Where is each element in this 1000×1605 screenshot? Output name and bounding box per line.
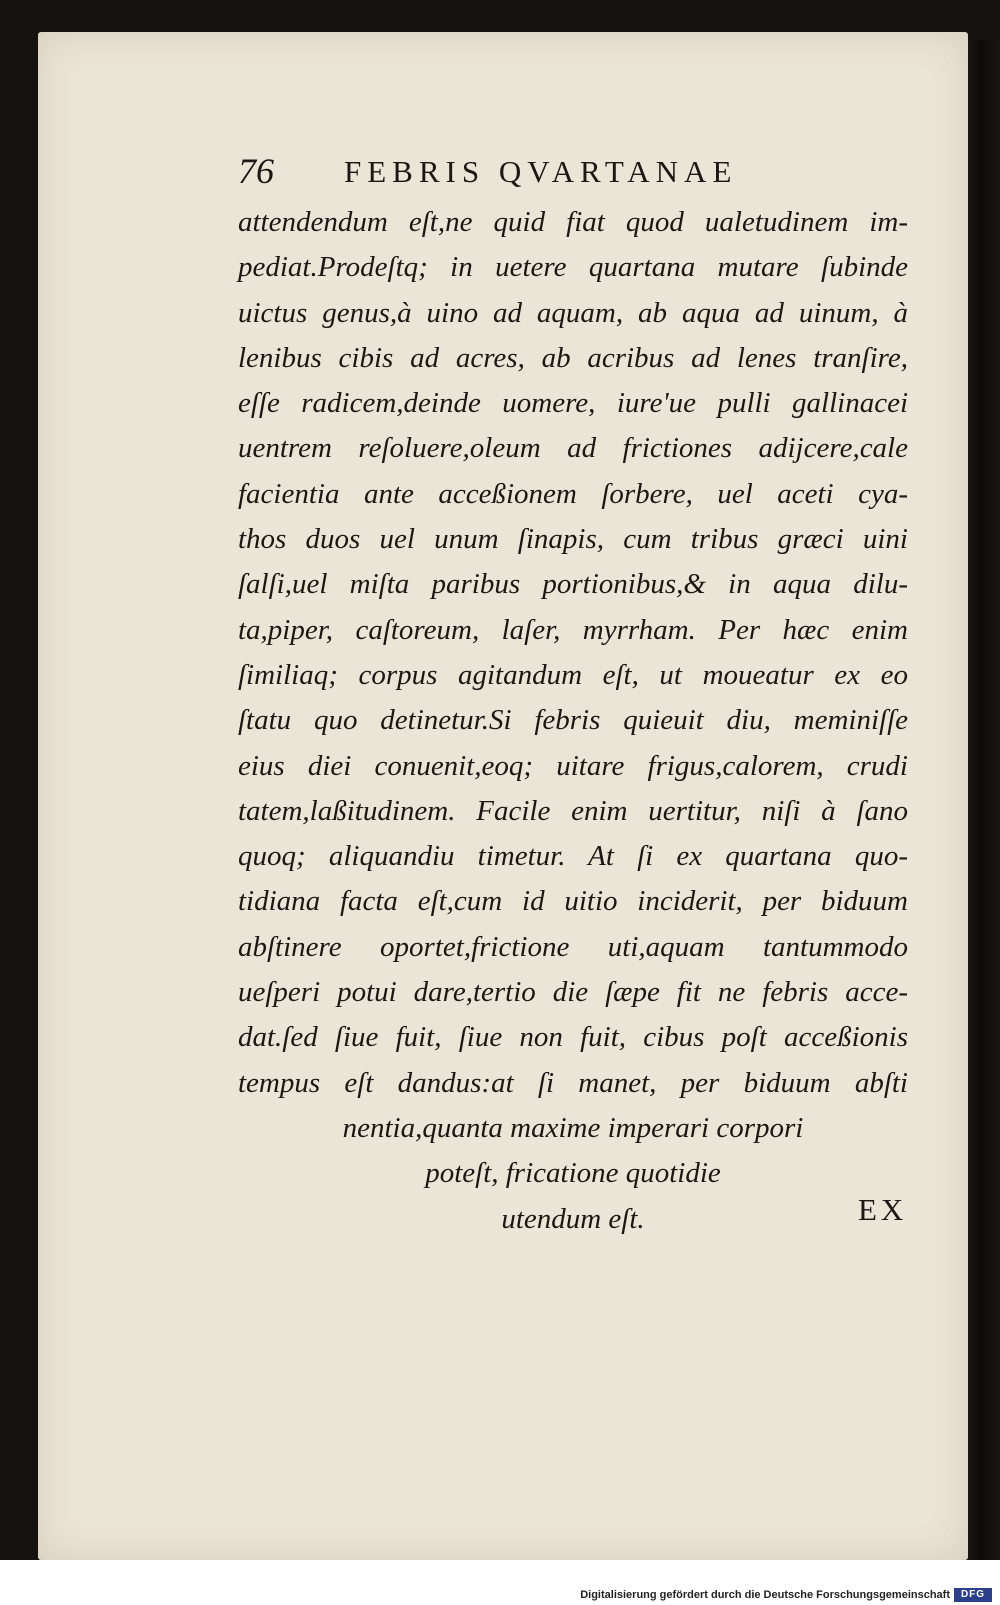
text-line: ta,piper, caſtoreum, laſer, myrrham. Per hæc enim xyxy=(238,613,908,646)
text-line: facientia ante acceßionem ſorbere, uel aceti cya- xyxy=(238,477,908,510)
running-head: FEBRIS QVARTANAE xyxy=(344,154,738,189)
text-line: uictus genus,à uino ad aquam, ab aqua ad uinum, à xyxy=(238,296,908,329)
text-line: ſtatu quo detinetur.Si febris quieuit diu, meminiſſe xyxy=(238,704,908,737)
text-line: tempus eſt dandus:at ſi manet, per biduum abſti xyxy=(238,1066,908,1099)
text-line: attendendum eſt,ne quid fiat quod ualetudinem im- xyxy=(238,206,908,238)
text-line: quoq; aliquandiu timetur. At ſi ex quartana quo- xyxy=(238,840,908,873)
text-line: eius diei conuenit,eoq; uitare frigus,calorem, crudi xyxy=(238,749,908,782)
text-line: lenibus cibis ad acres, ab acribus ad lenes tranſire, xyxy=(238,341,908,374)
page-header xyxy=(238,140,928,200)
closing-line: nentia,quanta maxime imperari corpori xyxy=(342,1111,804,1144)
text-line: ueſperi potui dare,tertio die ſæpe fit ne febris acce- xyxy=(238,976,908,1009)
digitization-credit: Digitalisierung gefördert durch die Deutsche Forschungsgemeinschaft xyxy=(580,1589,950,1601)
text-line: ſimiliaq; corpus agitandum eſt, ut moueatur ex eo xyxy=(238,658,908,691)
text-line: thos duos uel unum ſinapis, cum tribus græci uini xyxy=(238,523,908,556)
closing-line: poteſt, fricatione quotidie xyxy=(425,1157,721,1190)
text-line: ſalſi,uel miſta paribus portionibus,& in aqua dilu- xyxy=(238,568,908,601)
text-line: abſtinere oportet,frictione uti,aquam tantummodo xyxy=(238,930,908,963)
catchword: EX xyxy=(858,1192,908,1227)
text-line: pediat.Prodeſtq; in uetere quartana mutare ſubinde xyxy=(238,251,908,284)
closing-line: utendum eſt. xyxy=(501,1202,645,1235)
text-line: tidiana facta eſt,cum id uitio inciderit, per biduum xyxy=(238,885,908,918)
text-line: tatem,laßitudinem. Facile enim uertitur, niſi à ſano xyxy=(238,794,908,827)
page-text-block xyxy=(238,140,928,1242)
text-line: dat.ſed ſiue fuit, ſiue non fuit, cibus poſt acceßionis xyxy=(238,1021,908,1054)
body-text xyxy=(238,200,928,1242)
text-line: uentrem reſoluere,oleum ad frictiones adijcere,cale xyxy=(238,432,908,465)
dfg-logo: DFG xyxy=(954,1588,992,1602)
text-line: eſſe radicem,deinde uomere, iure'ue pulli gallinacei xyxy=(238,387,908,420)
page-number: 76 xyxy=(238,151,274,191)
